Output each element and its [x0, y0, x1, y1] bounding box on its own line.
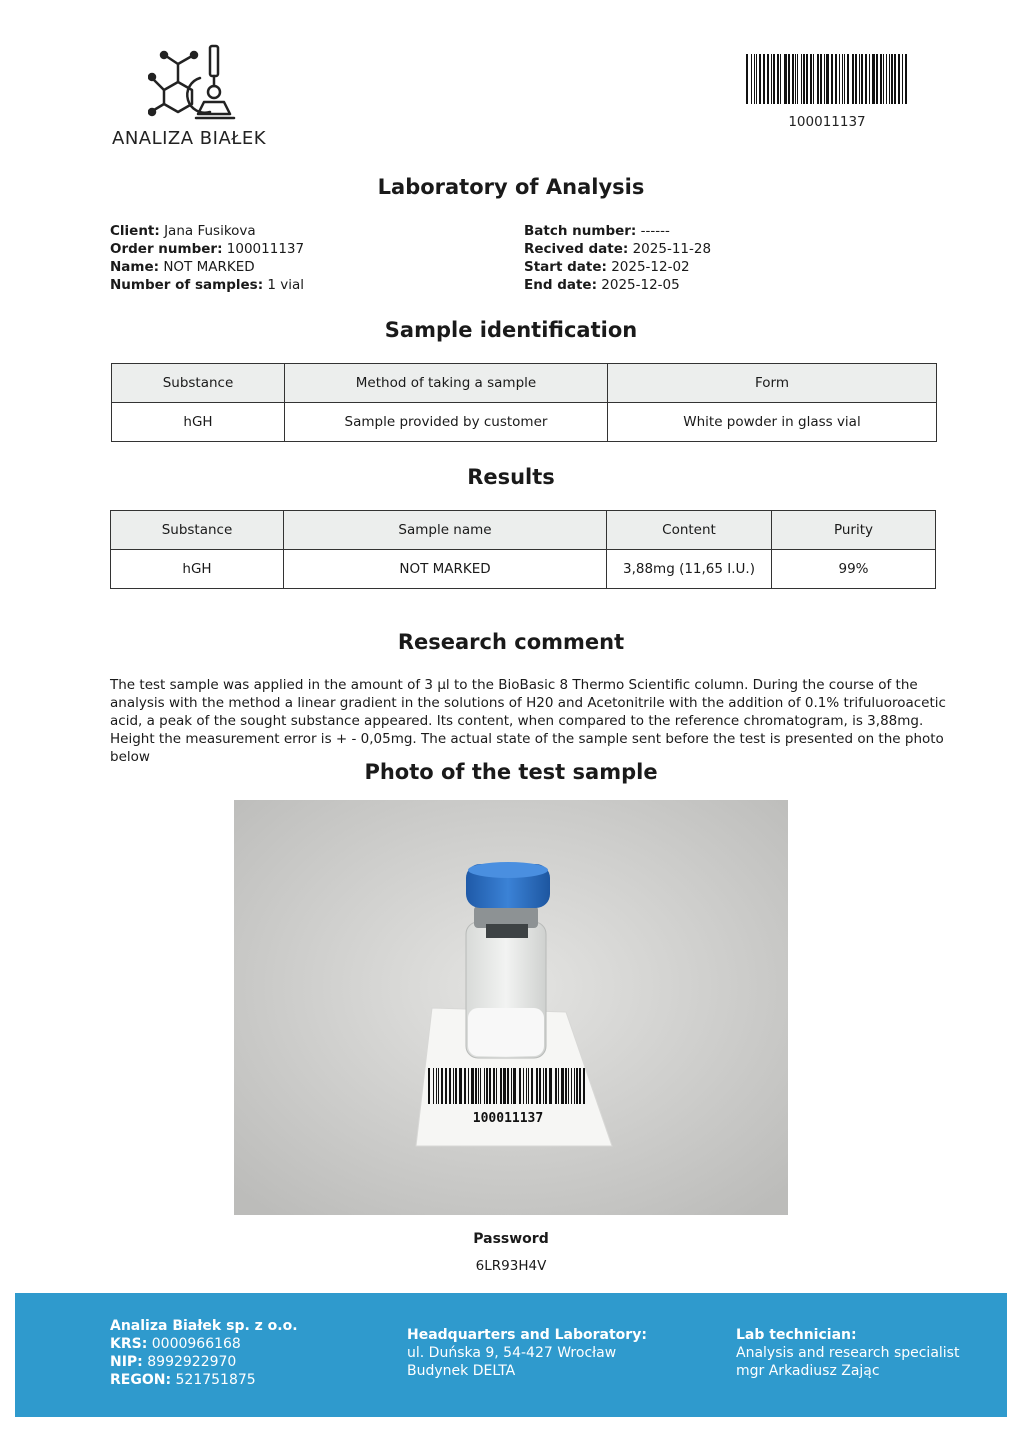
table-cell: 99%	[772, 550, 936, 589]
logo-text: ANALIZA BIAŁEK	[112, 128, 267, 149]
password-value: 6LR93H4V	[475, 1258, 547, 1274]
table-row	[112, 403, 937, 442]
regon-value: 521751875	[175, 1372, 256, 1388]
table-cell: hGH	[112, 403, 285, 442]
sample-identification-table	[111, 363, 937, 442]
research-comment-heading: Research comment	[397, 630, 625, 654]
table-cell: hGH	[111, 550, 284, 589]
info-right	[524, 222, 711, 294]
password-label: Password	[473, 1231, 549, 1247]
info-client: Client: Jana Fusikova	[110, 223, 256, 239]
table-header: Form	[608, 364, 937, 403]
info-received-date: Recived date: 2025-11-28	[524, 241, 712, 257]
table-header-row	[111, 511, 936, 550]
sample-identification-heading: Sample identification	[384, 318, 638, 342]
footer-headquarters: Headquarters and Laboratory: ul. Duńska 9, 54-427 Wrocław Budynek DELTA	[407, 1327, 647, 1379]
info-name: Name: NOT MARKED	[110, 259, 255, 275]
research-comment-text: The test sample was applied in the amount of 3 µl to the BioBasic 8 Thermo Scientific column. During the course of the analysis with the method a linear gradient in the solutions of H20 and Acetonitrile with the addition of 0.1% trifuluoroacetic acid, a peak of the sought substance appeared. Its content, when compared to the reference chromatogram, is 3,88mg. Height the measurement error is + - 0,05mg. The actual state of the sample sent before the test is presented on the photo below	[110, 677, 946, 765]
barcode	[746, 54, 908, 104]
molecule-microscope-logo-icon	[148, 42, 238, 122]
results-heading: Results	[467, 465, 555, 489]
krs-value: 0000966168	[151, 1336, 241, 1352]
photo-label-number: 100011137	[472, 1111, 544, 1126]
photo-heading: Photo of the test sample	[364, 760, 658, 784]
table-row	[111, 550, 936, 589]
table-header: Purity	[772, 511, 936, 550]
results-table	[110, 510, 936, 589]
test-sample-photo	[234, 800, 788, 1215]
info-batch-number: Batch number: ------	[524, 223, 670, 239]
table-cell: Sample provided by customer	[285, 403, 608, 442]
info-left	[110, 222, 304, 294]
barcode-number: 100011137	[788, 114, 866, 130]
info-order-number: Order number: 100011137	[110, 241, 305, 257]
info-number-of-samples: Number of samples: 1 vial	[110, 277, 305, 293]
nip-value: 8992922970	[147, 1354, 237, 1370]
table-cell: NOT MARKED	[284, 550, 607, 589]
table-cell: White powder in glass vial	[608, 403, 937, 442]
table-header-row	[112, 364, 937, 403]
table-header: Content	[607, 511, 772, 550]
footer-company: Analiza Białek sp. z o.o. KRS: 0000966168 NIP: 8992922970 REGON: 521751875	[110, 1318, 298, 1388]
footer	[15, 1293, 1007, 1417]
footer-lab-technician: Lab technician: Analysis and research specialist mgr Arkadiusz Zając	[736, 1327, 960, 1379]
table-header: Substance	[111, 511, 284, 550]
table-header: Sample name	[284, 511, 607, 550]
info-end-date: End date: 2025-12-05	[524, 277, 680, 293]
table-header: Method of taking a sample	[285, 364, 608, 403]
page-title: Laboratory of Analysis	[377, 175, 645, 199]
table-cell: 3,88mg (11,65 I.U.)	[607, 550, 772, 589]
table-header: Substance	[112, 364, 285, 403]
info-start-date: Start date: 2025-12-02	[524, 259, 690, 275]
company-name: Analiza Białek sp. z o.o.	[110, 1318, 298, 1334]
